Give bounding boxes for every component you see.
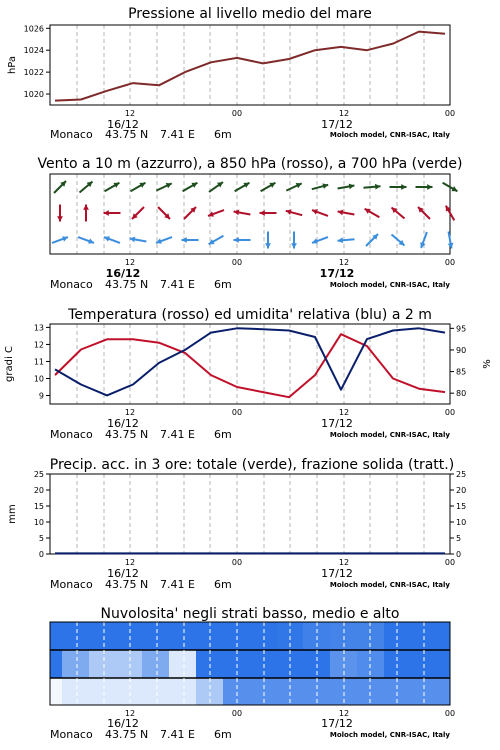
x-tick-label: 00 <box>231 709 243 718</box>
wind-arrow <box>366 234 378 246</box>
y-tick-label: 9 <box>38 391 44 401</box>
wind-arrow <box>392 235 405 246</box>
wind-arrow <box>392 208 405 219</box>
arrow-head <box>338 237 344 243</box>
cloud-title: Nuvolosita' negli strati basso, medio e alto <box>100 606 400 622</box>
date-label: 16/12 <box>107 118 139 131</box>
model-credit: Moloch model, CNR-ISAC, Italy <box>329 731 450 739</box>
wind-arrow <box>184 207 196 219</box>
date-label: 17/12 <box>321 717 353 730</box>
wind-arrow <box>364 184 381 190</box>
arrow-head <box>234 237 239 243</box>
model-credit: Moloch model, CNR-ISAC, Italy <box>329 131 450 139</box>
model-credit: Moloch model, CNR-ISAC, Italy <box>329 431 450 439</box>
latitude: 43.75 N <box>105 128 149 141</box>
wind-arrow <box>261 183 276 192</box>
cloud-cell <box>89 678 116 705</box>
altitude: 6m <box>214 128 232 141</box>
cloud-x-ticks <box>125 709 455 718</box>
wind-arrow <box>312 209 328 216</box>
date-label: 17/12 <box>321 118 353 131</box>
y-tick-label: 20 <box>33 486 44 495</box>
cloud-cell <box>142 622 169 650</box>
precipitation-x-ticks <box>125 558 455 567</box>
arrow-head <box>291 243 297 248</box>
wind-arrow <box>420 232 427 248</box>
wind-arrow <box>132 207 144 219</box>
cloud-cell <box>437 678 450 705</box>
latitude: 43.75 N <box>105 578 149 591</box>
location-name: Monaco <box>50 278 93 291</box>
wind-arrow <box>78 237 94 244</box>
x-tick-label: 00 <box>444 109 456 118</box>
wind-arrow <box>448 232 454 249</box>
cloud-cell <box>437 650 450 678</box>
y-tick-label: 25 <box>33 470 44 479</box>
wind-arrow <box>390 184 407 190</box>
y-tick-label: 5 <box>456 534 462 543</box>
temperature-y-ticks <box>34 323 50 400</box>
temperature-frame <box>50 324 450 404</box>
location-name: Monaco <box>50 578 93 591</box>
wind-arrow <box>312 183 328 189</box>
latitude: 43.75 N <box>105 278 149 291</box>
x-tick-label: 12 <box>124 109 136 118</box>
wind-arrow <box>209 236 224 245</box>
x-tick-label: 00 <box>231 408 243 417</box>
temperature-title: Temperatura (rosso) ed umidita' relativa (blu) a 2 m <box>68 307 432 323</box>
wind-arrow <box>209 182 223 192</box>
precipitation-y-label: mm <box>7 504 18 524</box>
location-footer <box>50 128 450 141</box>
x-tick-label: 00 <box>231 258 243 267</box>
wind-arrow <box>105 183 120 192</box>
pressure-title: Pressione al livello medio del mare <box>128 6 372 22</box>
wind-arrow <box>234 210 251 216</box>
precipitation-title: Precip. acc. in 3 ore: totale (verde), frazione solida (tratt.) <box>49 457 455 473</box>
cloud-cell <box>89 622 116 650</box>
cloud-panel <box>50 606 455 741</box>
precipitation-panel <box>7 457 466 591</box>
altitude: 6m <box>214 278 232 291</box>
longitude: 7.41 E <box>160 128 195 141</box>
wind-arrow <box>57 205 63 222</box>
pressure-grid <box>77 25 450 105</box>
cloud-cell <box>116 650 142 678</box>
temperature-line <box>55 334 445 397</box>
y-tick-label: 15 <box>456 502 467 511</box>
x-tick-label: 00 <box>444 408 456 417</box>
cloud-cell <box>50 622 62 650</box>
arrow-head <box>427 184 432 190</box>
longitude: 7.41 E <box>160 428 195 441</box>
date-label: 17/12 <box>321 567 353 580</box>
wind-arrow <box>104 236 120 243</box>
arrow-head <box>265 243 271 248</box>
pressure-x-ticks <box>125 109 455 118</box>
y-tick-label: 1020 <box>23 90 44 100</box>
y-tick-label: 0 <box>456 550 462 559</box>
humidity-y-label: % <box>482 359 493 369</box>
wind-arrow <box>312 237 328 244</box>
arrow-head <box>375 184 381 190</box>
pressure-series <box>55 32 445 101</box>
wind-arrow <box>130 237 147 243</box>
cloud-cell <box>89 650 116 678</box>
location-name: Monaco <box>50 428 93 441</box>
pressure-y-ticks <box>24 24 50 99</box>
pressure-frame <box>50 25 450 105</box>
wind-arrow <box>156 183 171 191</box>
arrow-head <box>260 210 265 216</box>
model-credit: Moloch model, CNR-ISAC, Italy <box>329 281 450 289</box>
latitude: 43.75 N <box>105 728 149 741</box>
longitude: 7.41 E <box>160 578 195 591</box>
x-tick-label: 12 <box>124 709 136 718</box>
location-footer <box>50 428 450 441</box>
y-tick-label: 1026 <box>23 24 44 34</box>
y-tick-label: 10 <box>456 518 467 527</box>
cloud-cell <box>62 650 89 678</box>
cloud-cell <box>169 650 196 678</box>
x-tick-label: 00 <box>444 558 456 567</box>
pressure-y-label: hPa <box>7 55 18 75</box>
temperature-panel <box>4 307 493 441</box>
wind-arrow <box>286 183 301 191</box>
arrow-head <box>83 205 89 210</box>
wind-arrow <box>183 183 198 192</box>
cloud-cell <box>142 678 169 705</box>
cloud-cell <box>50 650 62 678</box>
wind-arrow <box>338 184 355 190</box>
precipitation-y-ticks <box>34 470 466 559</box>
x-tick-label: 00 <box>444 258 456 267</box>
wind-arrow <box>365 209 380 218</box>
wind-arrow <box>234 237 251 243</box>
x-tick-label: 00 <box>231 558 243 567</box>
wind-arrow <box>260 210 277 216</box>
y-tick-label: 10 <box>33 374 44 384</box>
y-tick-label: 1024 <box>23 46 44 56</box>
wind-arrow <box>265 232 271 249</box>
y-tick-label: 0 <box>38 550 44 559</box>
date-label: 17/12 <box>319 267 355 280</box>
location-name: Monaco <box>50 128 93 141</box>
y-tick-label: 20 <box>456 486 467 495</box>
date-label: 16/12 <box>107 567 139 580</box>
y-tick-label: 1022 <box>23 68 44 78</box>
date-label: 16/12 <box>107 417 139 430</box>
y-tick-label: 15 <box>33 502 44 511</box>
wind-x-ticks <box>125 258 455 267</box>
y-tick-label: 12 <box>33 340 44 350</box>
longitude: 7.41 E <box>160 728 195 741</box>
y-tick-label: 11 <box>33 357 44 367</box>
location-name: Monaco <box>50 728 93 741</box>
wind-arrow <box>291 232 297 249</box>
date-label: 16/12 <box>105 267 141 280</box>
wind-arrow <box>54 181 66 193</box>
location-footer <box>50 278 450 291</box>
x-tick-label: 12 <box>338 258 350 267</box>
cloud-cell <box>116 678 142 705</box>
wind-arrow <box>83 205 89 222</box>
humidity-y-ticks <box>450 324 466 398</box>
date-label: 17/12 <box>321 417 353 430</box>
longitude: 7.41 E <box>160 278 195 291</box>
x-tick-label: 12 <box>338 109 350 118</box>
x-tick-label: 00 <box>444 709 456 718</box>
cloud-cell <box>169 622 196 650</box>
altitude: 6m <box>214 428 232 441</box>
wind-arrow <box>52 236 68 243</box>
wind-arrow <box>156 237 172 244</box>
cloud-cell <box>116 622 142 650</box>
pressure-line <box>55 32 445 101</box>
cloud-heatmap <box>50 622 450 705</box>
x-tick-label: 12 <box>124 558 136 567</box>
arrow-head <box>57 216 63 221</box>
wind-arrow <box>286 209 302 215</box>
y-tick-label: 95 <box>456 324 467 334</box>
altitude: 6m <box>214 578 232 591</box>
x-tick-label: 12 <box>338 408 350 417</box>
x-tick-label: 12 <box>338 709 350 718</box>
cloud-cell <box>62 678 89 705</box>
wind-arrow <box>338 237 355 243</box>
y-tick-label: 25 <box>456 470 467 479</box>
arrow-head <box>401 184 406 190</box>
wind-title: Vento a 10 m (azzurro), a 850 hPa (rosso), a 700 hPa (verde) <box>37 156 463 172</box>
y-tick-label: 5 <box>38 534 44 543</box>
date-label: 16/12 <box>107 717 139 730</box>
wind-arrow <box>104 210 121 216</box>
precipitation-frame <box>50 474 450 554</box>
altitude: 6m <box>214 728 232 741</box>
wind-panel <box>37 156 462 291</box>
x-tick-label: 12 <box>338 558 350 567</box>
cloud-cell <box>50 678 62 705</box>
wind-arrow <box>131 183 146 192</box>
latitude: 43.75 N <box>105 428 149 441</box>
pressure-panel <box>7 6 455 141</box>
location-footer <box>50 728 450 741</box>
precipitation-grid <box>77 474 450 554</box>
temperature-humidity-series <box>55 328 445 397</box>
x-tick-label: 00 <box>231 109 243 118</box>
model-credit: Moloch model, CNR-ISAC, Italy <box>329 581 450 589</box>
x-tick-label: 12 <box>124 258 136 267</box>
y-tick-label: 80 <box>456 389 467 399</box>
location-footer <box>50 578 450 591</box>
wind-arrow <box>338 210 355 216</box>
cloud-cell <box>437 622 450 650</box>
y-tick-label: 13 <box>33 323 44 333</box>
y-tick-label: 90 <box>456 345 467 355</box>
y-tick-label: 10 <box>33 518 44 527</box>
cloud-cell <box>169 678 196 705</box>
cloud-cell <box>62 622 89 650</box>
wind-arrow <box>158 207 170 219</box>
x-tick-label: 12 <box>124 408 136 417</box>
temperature-y-label: gradi C <box>4 346 15 382</box>
temperature-x-ticks <box>125 408 455 417</box>
cloud-cell <box>142 650 169 678</box>
wind-arrow <box>80 182 93 193</box>
y-tick-label: 85 <box>456 367 467 377</box>
